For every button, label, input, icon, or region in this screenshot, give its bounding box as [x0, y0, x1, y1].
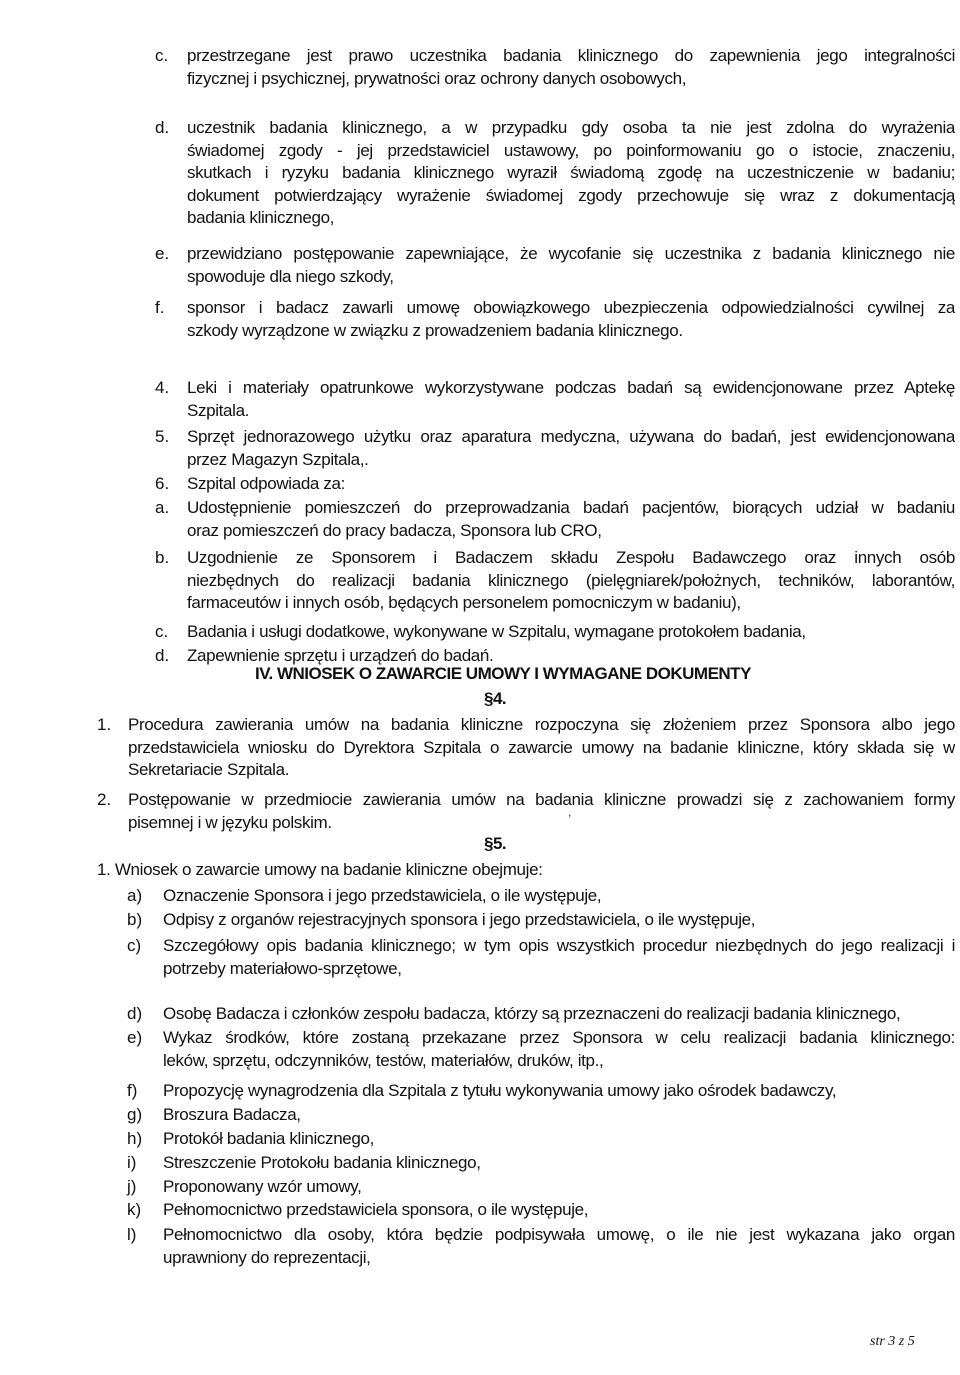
text-line: przedstawiciela wniosku do Dyrektora Szpitala o zawarcie umowy na badanie kliniczne, który składa się w	[128, 737, 955, 757]
list-marker: f.	[155, 298, 165, 317]
text-line: Oznaczenie Sponsora i jego przedstawiciela, o ile występuje,	[163, 886, 602, 905]
list-marker: i)	[127, 1153, 137, 1172]
list-marker: a.	[155, 498, 170, 517]
list-marker: 4.	[155, 378, 170, 397]
text-line: Udostępnienie pomieszczeń do przeprowadzania badań pacjentów, biorących udział w badaniu	[187, 498, 955, 517]
text-line: Osobę Badacza i członków zespołu badacza, którzy są przeznaczeni do realizacji badania klinicznego,	[163, 1004, 901, 1023]
text-line: przestrzegane jest prawo uczestnika badania klinicznego do zapewnienia jego integralności	[187, 46, 955, 65]
text-line: Szpitala.	[187, 400, 250, 420]
text-line: Protokół badania klinicznego,	[163, 1129, 374, 1148]
page-number: str 3 z 5	[870, 1334, 915, 1349]
text-line: uprawniony do reprezentacji,	[163, 1247, 371, 1267]
text-line: Streszczenie Protokołu badania klinicznego,	[163, 1153, 481, 1172]
text-line: leków, sprzętu, odczynników, testów, materiałów, druków, itp.,	[163, 1050, 604, 1070]
text-line: Badania i usługi dodatkowe, wykonywane w Szpitalu, wymagane protokołem badania,	[187, 622, 806, 641]
list-marker: h)	[127, 1129, 143, 1148]
list-marker: 2.	[97, 790, 112, 809]
paragraph-5-intro: 1. Wniosek o zawarcie umowy na badanie kliniczne obejmuje:	[97, 860, 543, 879]
text-line: przewidziano postępowanie zapewniające, że wycofanie się uczestnika z badania klinicznego nie	[187, 244, 955, 263]
text-line: fizycznej i psychicznej, prywatności oraz ochrony danych osobowych,	[187, 68, 687, 88]
text-line: pisemnej i w języku polskim.	[128, 812, 332, 832]
list-marker: b.	[155, 548, 170, 567]
text-line: Zapewnienie sprzętu i urządzeń do badań.	[187, 646, 494, 665]
paragraph-4-title: §4.	[484, 689, 507, 708]
text-line: potrzeby materiałowo-sprzętowe,	[163, 958, 402, 978]
text-line: oraz pomieszczeń do pracy badacza, Sponsora lub CRO,	[187, 520, 602, 540]
text-line: badania klinicznego,	[187, 208, 335, 228]
list-marker: d)	[127, 1004, 143, 1023]
list-marker: e)	[127, 1028, 143, 1047]
list-marker: j)	[127, 1177, 137, 1196]
list-marker: l)	[127, 1225, 137, 1244]
text-line: Sekretariacie Szpitala.	[128, 760, 290, 780]
list-marker: e.	[155, 244, 170, 263]
text-line: farmaceutów i innych osób, będących personelem pomocniczym w badaniu),	[187, 593, 741, 613]
list-marker: d.	[155, 118, 170, 137]
text-line: dokument potwierdzający wyrażenie świadomej zgody przechowuje się wraz z dokumentacją	[187, 185, 955, 205]
text-line: niezbędnych do realizacji badania klinicznego (pielęgniarek/położnych, techników, laborantów,	[187, 570, 955, 590]
text-line: Pełnomocnictwo dla osoby, która będzie podpisywała umowę, o ile nie jest wykazana jako organ	[163, 1225, 955, 1244]
text-line: szkody wyrządzone w związku z prowadzeniem badania klinicznego.	[187, 320, 683, 340]
list-marker: a)	[127, 886, 143, 905]
list-marker: 6.	[155, 474, 170, 493]
text-line: Broszura Badacza,	[163, 1105, 301, 1124]
list-marker: c)	[127, 936, 142, 955]
list-marker: d.	[155, 646, 170, 665]
list-marker: b)	[127, 910, 143, 929]
list-marker: c.	[155, 46, 169, 65]
text-line: skutkach i ryzyku badania klinicznego wyraził świadomą zgodę na uczestniczenie w badaniu;	[187, 163, 955, 183]
list-marker: c.	[155, 622, 169, 641]
text-line: Leki i materiały opatrunkowe wykorzystywane podczas badań są ewidencjonowane przez Aptekę	[187, 378, 955, 397]
paragraph-5-title: §5.	[484, 834, 507, 853]
list-marker: 5.	[155, 427, 170, 446]
text-line: Proponowany wzór umowy,	[163, 1177, 362, 1196]
list-marker: 1.	[97, 715, 112, 734]
text-line: Postępowanie w przedmiocie zawierania umów na badania kliniczne prowadzi się z zachowaniem formy	[128, 790, 955, 809]
text-line: świadomej zgody - jej przedstawiciel ustawowy, po poinformowaniu go o istocie, znaczeniu,	[187, 140, 955, 160]
text-line: Sprzęt jednorazowego użytku oraz aparatura medyczna, używana do badań, jest ewidencjonowana	[187, 427, 955, 446]
list-marker: f)	[127, 1081, 138, 1100]
scan-speck: ,	[568, 805, 572, 819]
section-heading: IV. WNIOSEK O ZAWARCIE UMOWY I WYMAGANE DOKUMENTY	[255, 664, 751, 683]
text-line: Propozycję wynagrodzenia dla Szpitala z tytułu wykonywania umowy jako ośrodek badawczy,	[163, 1081, 837, 1100]
list-marker: g)	[127, 1105, 143, 1124]
text-line: spowoduje dla niego szkody,	[187, 266, 394, 286]
list-marker: k)	[127, 1200, 142, 1219]
text-line: Procedura zawierania umów na badania kliniczne rozpoczyna się złożeniem przez Sponsora albo jego	[128, 715, 955, 734]
text-line: Uzgodnienie ze Sponsorem i Badaczem składu Zespołu Badawczego oraz innych osób	[187, 548, 955, 567]
text-line: Pełnomocnictwo przedstawiciela sponsora, o ile występuje,	[163, 1200, 589, 1219]
text-line: przez Magazyn Szpitala,.	[187, 449, 369, 469]
text-line: uczestnik badania klinicznego, a w przypadku gdy osoba ta nie jest zdolna do wyrażenia	[187, 118, 955, 137]
text-line: sponsor i badacz zawarli umowę obowiązkowego ubezpieczenia odpowiedzialności cywilnej za	[187, 298, 955, 317]
text-line: Szpital odpowiada za:	[187, 474, 346, 493]
text-line: Odpisy z organów rejestracyjnych sponsora i jego przedstawiciela, o ile występuje,	[163, 910, 756, 929]
text-line: Szczegółowy opis badania klinicznego; w tym opis wszystkich procedur niezbędnych do jego realizacji i	[163, 936, 955, 955]
text-line: Wykaz środków, które zostaną przekazane przez Sponsora w celu realizacji badania klinicznego:	[163, 1028, 955, 1047]
